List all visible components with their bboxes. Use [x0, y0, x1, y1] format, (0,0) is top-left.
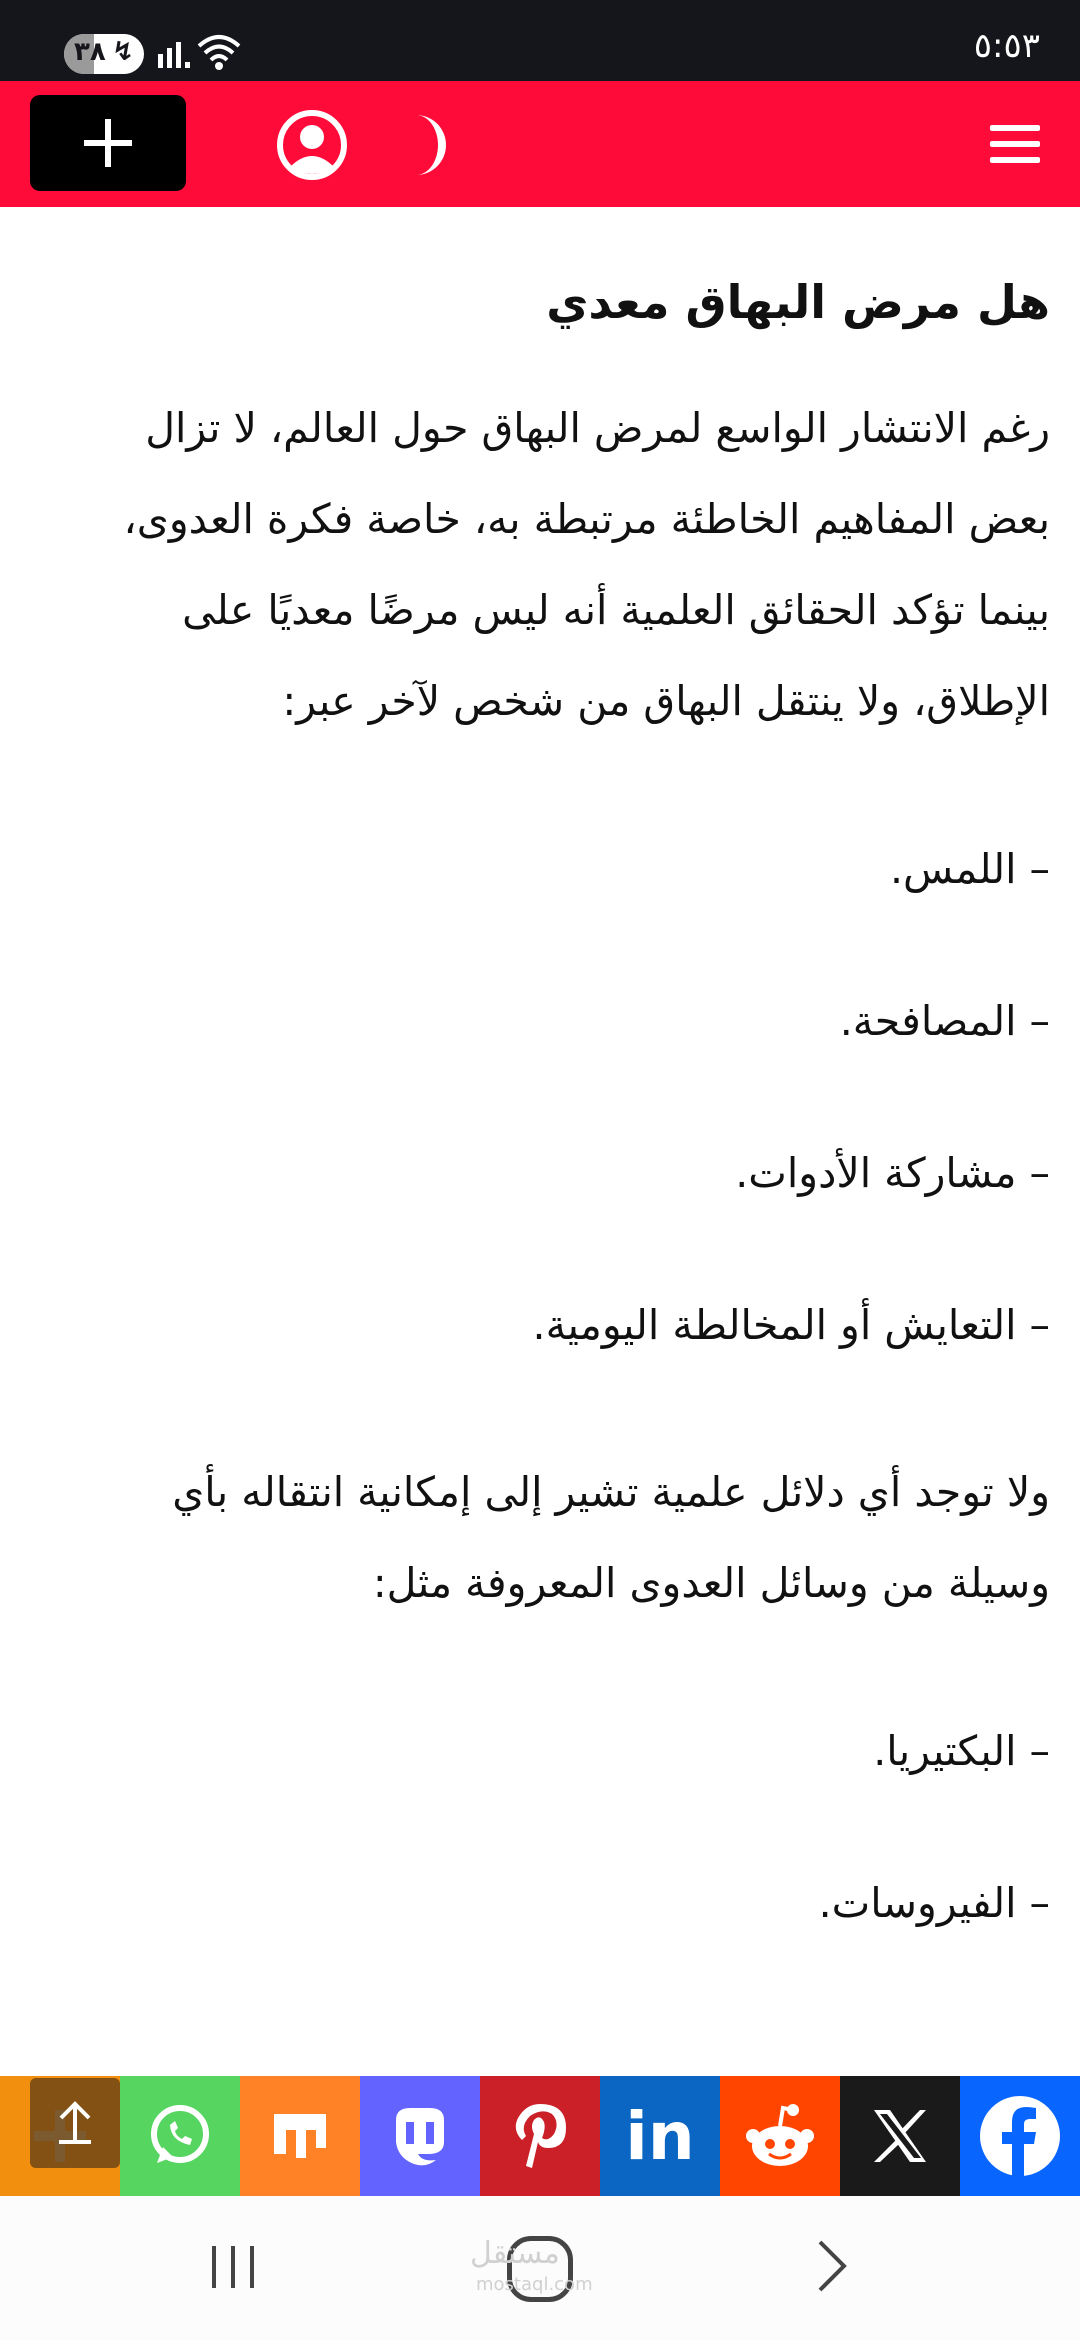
mix-share-button[interactable] — [240, 2076, 360, 2196]
site-header — [0, 81, 1080, 207]
facebook-icon — [978, 2094, 1062, 2178]
x-share-button[interactable] — [840, 2076, 960, 2196]
whatsapp-share-button[interactable] — [120, 2076, 240, 2196]
arrow-up-icon — [55, 2100, 95, 2146]
signal-icon — [156, 36, 192, 70]
recent-apps-icon[interactable] — [208, 2242, 258, 2292]
mastodon-icon — [386, 2102, 454, 2170]
back-chevron-icon[interactable] — [812, 2236, 852, 2296]
list-item: – المصافحة. — [839, 996, 1050, 1045]
article-paragraph: ولا توجد أي دلائل علمية تشير إلى إمكانية انتقاله بأي وسيلة من وسائل العدوى المعروفة مثل: — [172, 1467, 1050, 1607]
plus-icon — [82, 117, 134, 169]
linkedin-icon: in — [625, 2097, 695, 2175]
x-icon — [870, 2106, 930, 2166]
battery-charging-icon: ↯ — [112, 37, 134, 67]
transmission-list — [60, 839, 1050, 1355]
reddit-icon — [743, 2102, 817, 2170]
list-item: – التعايش أو المخالطة اليومية. — [532, 1300, 1050, 1349]
list-item: – اللمس. — [890, 844, 1050, 893]
status-time: ٥:٥٣ — [973, 26, 1040, 66]
linkedin-share-button[interactable] — [600, 2076, 720, 2196]
battery-percent: ٣٨ — [74, 37, 106, 67]
pinterest-icon — [508, 2100, 572, 2172]
article-intro: رغم الانتشار الواسع لمرض البهاق حول العالم، لا تزال بعض المفاهيم الخاطئة مرتبطة به، خاصة فكرة العدوى، بينما تؤكد الحقائق العلمية أنه ليس مرضًا معديًا على الإطلاق، ولا ينتقل البهاق من شخص لآخر عبر: — [123, 403, 1050, 725]
moon-icon[interactable] — [386, 111, 454, 179]
battery-icon — [64, 34, 144, 74]
mastodon-share-button[interactable] — [360, 2076, 480, 2196]
watermark: مستقل — [470, 2236, 560, 2271]
mix-icon — [268, 2104, 332, 2168]
reddit-share-button[interactable] — [720, 2076, 840, 2196]
system-nav-bar — [0, 2196, 1080, 2340]
add-button[interactable] — [30, 95, 186, 191]
scroll-to-top-button[interactable] — [30, 2078, 120, 2168]
list-item: – الفيروسات. — [818, 1878, 1050, 1927]
share-bar — [0, 2076, 1080, 2196]
pinterest-share-button[interactable] — [480, 2076, 600, 2196]
list-item: – البكتيريا. — [873, 1726, 1050, 1775]
pathogen-list — [60, 1721, 1050, 1933]
user-profile-icon[interactable] — [276, 109, 348, 181]
article-title: هل مرض البهاق معدي — [546, 275, 1050, 329]
whatsapp-icon — [145, 2101, 215, 2171]
hamburger-menu-icon[interactable] — [990, 113, 1052, 175]
article-content — [60, 207, 1050, 1933]
status-bar — [0, 0, 1080, 81]
facebook-share-button[interactable] — [960, 2076, 1080, 2196]
watermark-url: mostaql.com — [476, 2274, 593, 2295]
list-item: – مشاركة الأدوات. — [735, 1148, 1050, 1197]
wifi-icon — [196, 32, 242, 72]
